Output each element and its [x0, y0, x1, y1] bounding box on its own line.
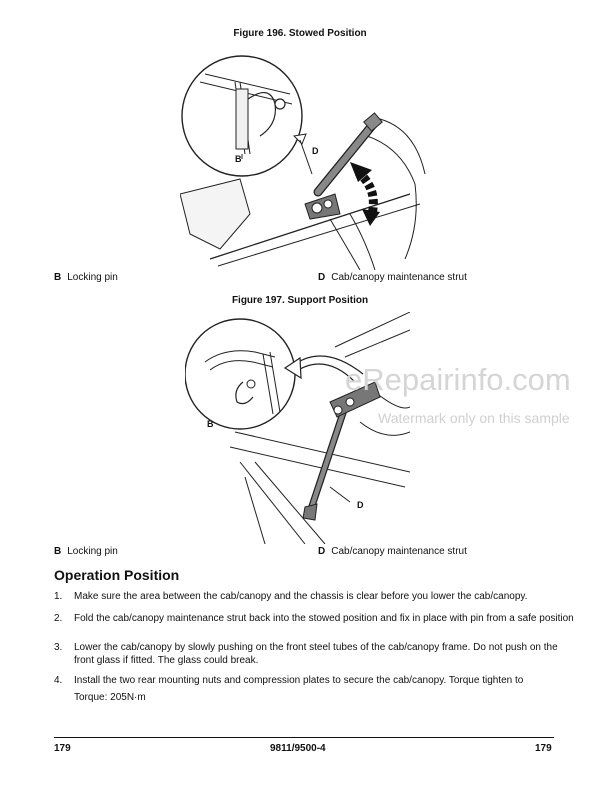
figure-196-legend-d: D Cab/canopy maintenance strut — [318, 272, 467, 283]
section-heading: Operation Position — [54, 567, 180, 583]
figure-196-legend-b: B Locking pin — [54, 272, 118, 283]
figure-197-legend-d: D Cab/canopy maintenance strut — [318, 546, 467, 557]
figure-197-callout-b: B — [207, 419, 214, 429]
page-number-right: 179 — [535, 743, 552, 754]
figure-197-callout-d: D — [357, 500, 364, 510]
watermark-note: Watermark only on this sample — [378, 410, 570, 426]
watermark-brand: eRepairinfo.com — [345, 362, 571, 397]
figure-196-callout-b: B — [235, 154, 242, 164]
figure-197-illustration — [185, 312, 410, 544]
step-3: 3. Lower the cab/canopy by slowly pushing on the front steel tubes of the cab/canopy frame. Do not push on the front glass if fitted. The glass could break. — [54, 642, 558, 666]
footer-rule — [54, 737, 554, 738]
figure-197-title: Figure 197. Support Position — [231, 295, 369, 306]
step-4-torque: Torque: 205N·m — [74, 692, 146, 703]
figure-197-legend-b: B Locking pin — [54, 546, 118, 557]
figure-196-title: Figure 196. Stowed Position — [233, 28, 367, 39]
step-4: 4. Install the two rear mounting nuts and compression plates to secure the cab/canopy. Torque tighten to — [54, 675, 524, 686]
document-code: 9811/9500-4 — [270, 743, 326, 754]
step-2: 2. Fold the cab/canopy maintenance strut back into the stowed position and fix in place with pin from a safe position — [54, 613, 574, 624]
step-1: 1. Make sure the area between the cab/canopy and the chassis is clear before you lower the cab/canopy. — [54, 591, 528, 602]
figure-196-illustration — [180, 44, 430, 270]
figure-196-callout-d: D — [312, 146, 319, 156]
page-number-left: 179 — [54, 743, 71, 754]
